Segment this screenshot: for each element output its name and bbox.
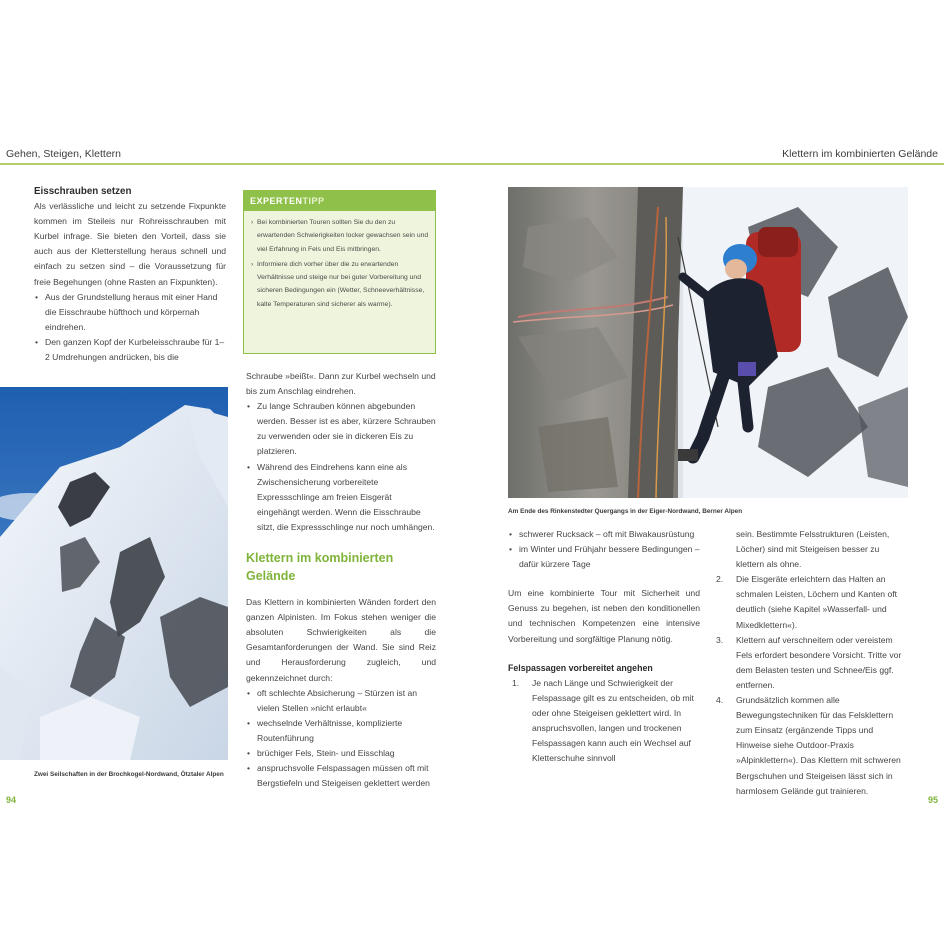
list-number: 4. [716, 695, 724, 706]
list-number: 2. [716, 574, 724, 585]
column-4 [712, 527, 908, 799]
sub-heading: Felspassagen vorbereitet angehen [508, 662, 653, 673]
bullet-list [34, 290, 226, 365]
list-text: Je nach Länge und Schwierigkeit der Felspassage gilt es zu entscheiden, ob mit oder ohne Steigeisen geklettert wird. In anspruchsvollen, langen und trockenen Felspassagen kann auch ein Wechsel auf Kletterschuhe sinnvoll [532, 677, 694, 764]
section-heading: Eisschrauben setzen [34, 186, 132, 197]
paragraph: Als verlässliche und leicht zu setzende Fixpunkte kommen im Steileis nur Rohreisschrauben mit Kurbel infrage. Sie bieten den Vorteil, dass sie auch aus der Kletterstellung heraus schnell und einfach zu setzen sind – die Voraussetzung für freie Begehungen (ohne Rasten an Fixpunkten). [34, 201, 226, 287]
list-item [712, 633, 908, 693]
list-item [712, 572, 908, 632]
list-item [508, 676, 700, 767]
bullet-list [508, 527, 700, 572]
list-text: Grundsätzlich kommen alle Bewegungstechniken für das Felsklettern zum Einsatz (ergänzende Tipps und Hinweise siehe Outdoor-Praxis »Alpinklettern«). Das Klettern mit schweren Bergschuhen und Steigeisen lässt sich in harmlosem Gelände gut trainieren. [736, 695, 901, 796]
list-item: • schwerer Rucksack – oft mit Biwakausrüstung [508, 527, 700, 542]
expert-tip-item: › Bei kombinierten Touren sollten Sie du den zu erwartenden Schwierigkeiten locker gewachsen sein und viel Erfahrung in Fels und Eis mitbringen. [252, 216, 429, 256]
list-item: • Während des Eindrehens kann eine als Zwischensicherung vorbereitete Expressschlinge am freien Eisgerät eingehängt werden. Wenn die Eisschraube sitzt, die Expressschlinge nur noch umhängen. [246, 460, 436, 535]
section-heading-green: Klettern im kombinierten Gelände [246, 551, 394, 584]
running-header-left: Gehen, Steigen, Klettern [6, 148, 121, 160]
mountain-image [0, 387, 228, 760]
list-item: • Den ganzen Kopf der Kurbeleisschraube für 1–2 Umdrehungen andrücken, bis die [34, 335, 226, 365]
list-item: • Zu lange Schrauben können abgebunden werden. Besser ist es aber, kürzere Schrauben zu verwenden oder sie in dickeren Eis zu platzieren. [246, 399, 436, 459]
paragraph: Schraube »beißt«. Dann zur Kurbel wechseln und bis zum Anschlag eindrehen. [246, 371, 436, 397]
list-text: Klettern auf verschneitem oder vereistem Fels erfordert besondere Vorsicht. Tritte vor dem Belasten testen und Schnee/Eis ggf. entfernen. [736, 634, 902, 690]
list-text: Die Eisgeräte erleichtern das Halten an schmalen Leisten, Löchern und Kanten oft deutlich (siehe Kapitel »Wasserfall- und Mixedklettern«). [736, 574, 898, 630]
list-item: • wechselnde Verhältnisse, komplizierte Routenführung [246, 716, 436, 746]
numbered-list [712, 572, 908, 798]
photo-caption-right: Am Ende des Rinkenstedter Quergangs in der Eiger-Nordwand, Berner Alpen [508, 508, 743, 515]
list-item: • anspruchsvolle Felspassagen müssen oft mit Bergstiefeln und Steigeisen geklettert werden [246, 761, 436, 791]
column-2 [246, 369, 436, 791]
page-number-right: 95 [927, 795, 938, 805]
column-3 [508, 527, 700, 766]
column-1 [34, 184, 226, 365]
running-header-right: Klettern im kombinierten Gelände [782, 148, 938, 160]
expert-tip-title-a: EXPERTEN [250, 196, 303, 206]
climber-image [508, 187, 908, 498]
expert-tip-title [244, 191, 435, 211]
numbered-list [508, 676, 700, 767]
list-item [712, 693, 908, 799]
bullet-list [246, 686, 436, 792]
expert-tip-body [244, 211, 435, 317]
paragraph: Um eine kombinierte Tour mit Sicherheit und Genuss zu begehen, ist neben den konditionellen und technischen Kompetenzen eine intensive Vorbereitung und sorgfältige Planung nötig. [508, 588, 700, 644]
expert-tip-item: › Informiere dich vorher über die zu erwartenden Verhältnisse und steige nur bei guter Vorbereitung und sicheren Bedingungen ein (Wetter, Schneeverhältnisse, kalte Temperaturen sind sicherer als warme). [252, 258, 429, 311]
list-number: 3. [716, 634, 724, 645]
list-item: • im Winter und Frühjahr bessere Bedingungen – dafür kürzere Tage [508, 542, 700, 572]
bullet-list [246, 399, 436, 535]
list-item: • brüchiger Fels, Stein- und Eisschlag [246, 746, 436, 761]
expert-tip-box [243, 190, 436, 354]
header-rule [0, 163, 944, 165]
photo-climber [508, 187, 908, 498]
page-number-left: 94 [6, 795, 17, 805]
photo-caption-left: Zwei Seilschaften in der Brochkogel-Nordwand, Ötztaler Alpen [34, 771, 224, 778]
photo-mountain [0, 387, 228, 760]
list-item: • Aus der Grundstellung heraus mit einer Hand die Eisschraube hüfthoch und körpernah eindrehen. [34, 290, 226, 335]
paragraph: Das Klettern in kombinierten Wänden fordert den ganzen Alpinisten. Im Fokus stehen weniger die absoluten Schwierigkeiten als die Gesamtanforderungen der Wand. Sie sind Reiz und Herausforderung zugleich, und gekennzeichnet durch: [246, 597, 436, 683]
list-item: • oft schlechte Absicherung – Stürzen ist an vielen Stellen »nicht erlaubt« [246, 686, 436, 716]
paragraph: sein. Bestimmte Felsstrukturen (Leisten, Löcher) sind mit Steigeisen besser zu klettern als ohne. [736, 529, 890, 570]
list-number: 1. [512, 677, 520, 688]
expert-tip-title-b: TIPP [302, 196, 325, 206]
